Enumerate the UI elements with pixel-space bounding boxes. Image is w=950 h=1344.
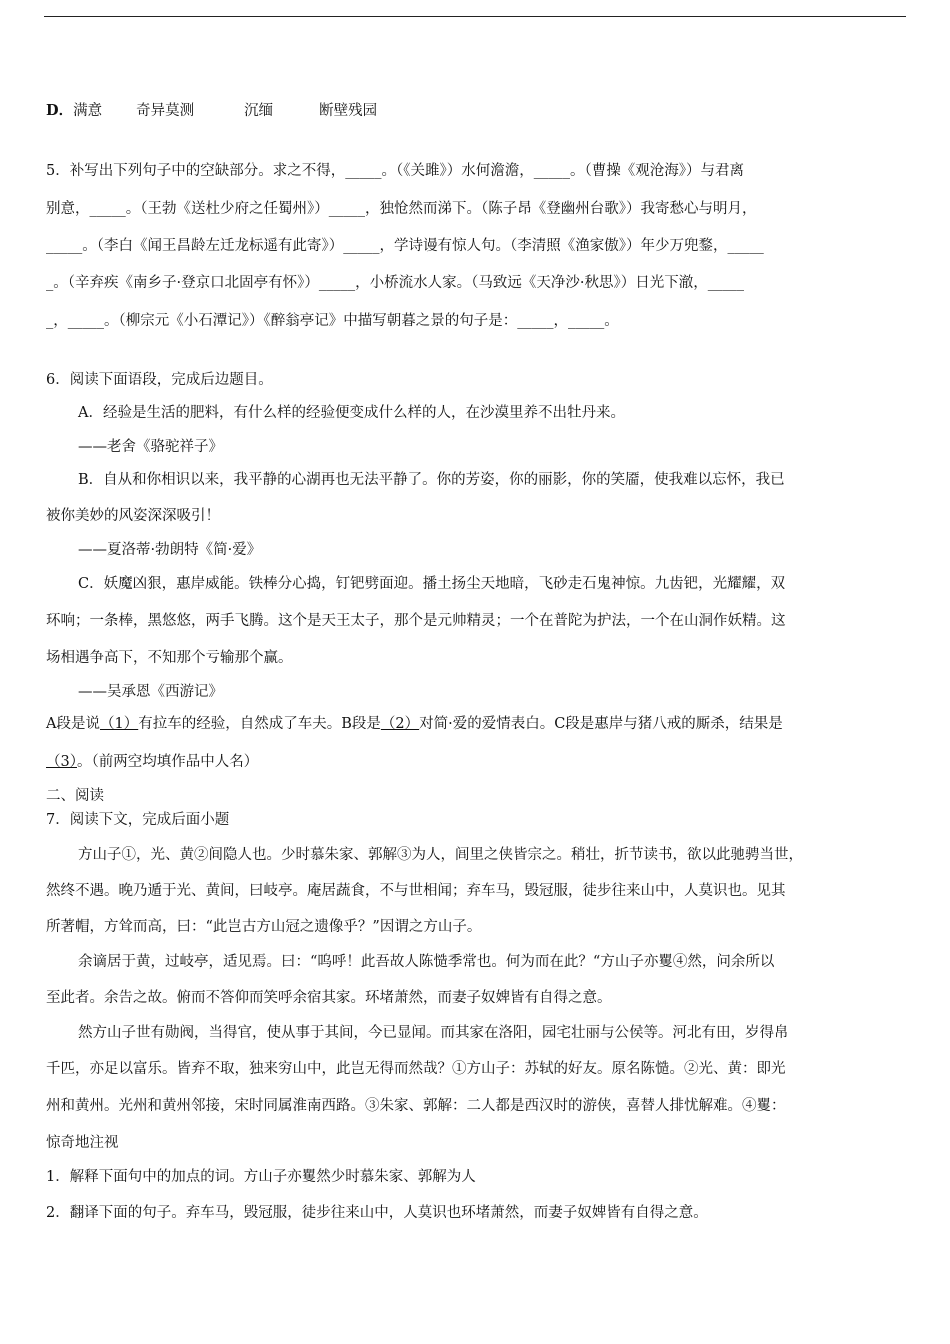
option-d-choice-1: 满意 [73, 103, 103, 119]
q5-line-2: 别意，_____。（王勃《送杜少府之任蜀州》）_____，独怆然而涕下。（陈子昂《登幽州台歌》）我寄愁心与明月， [46, 201, 757, 217]
q6-answer-text-1: A段是说 [46, 716, 100, 732]
q6-b-text-1: B．自从和你相识以来，我平静的心湖再也无法平静了。你的芳姿，你的丽影，你的笑靥，使我难以忘怀，我已 [78, 472, 785, 488]
blank-2[interactable]: （2） [380, 716, 420, 732]
q5-line-5: _，_____。（柳宗元《小石潭记》）《醉翁亭记》中描写朝暮之景的句子是：_____，_____。 [46, 313, 619, 329]
option-d-label: D． [46, 102, 74, 119]
q6-c-source: ——吴承恩《西游记》 [78, 684, 223, 700]
q6-answer-text-3: 对简·爱的爱情表白。C段是惠岸与猪八戒的厮杀，结果是 [419, 716, 783, 732]
option-d-choice-4: 断壁残园 [319, 103, 378, 119]
top-rule [44, 16, 906, 17]
blank-3[interactable]: （3） [46, 754, 77, 770]
option-d [46, 101, 906, 121]
q6-b-source: ——夏洛蒂·勃朗特《简·爱》 [78, 542, 262, 558]
q7-p3-line-2: 千匹，亦足以富乐。皆弃不取，独来穷山中，此岂无得而然哉？①方山子：苏轼的好友。原名陈慥。②光、黄：即光 [46, 1061, 786, 1077]
q6-answer-text-2: 有拉车的经验，自然成了车夫。B段是 [138, 716, 381, 732]
q7-sub-question-2: 2．翻译下面的句子。弃车马，毁冠服，徒步往来山中，人莫识也环堵萧然，而妻子奴婢皆有自得之意。 [46, 1205, 708, 1221]
q7-p2-line-2: 至此者。余告之故。俯而不答仰而笑呼余宿其家。环堵萧然，而妻子奴婢皆有自得之意。 [46, 990, 612, 1006]
q6-answer-line-1 [46, 714, 906, 734]
q6-c-text-2: 环响；一条棒，黑悠悠，两手飞腾。这个是天王太子，那个是元帅精灵；一个在普陀为护法，一个在山洞作妖精。这 [46, 613, 786, 629]
q6-a-text: A．经验是生活的肥料，有什么样的经验便变成什么样的人，在沙漠里养不出牡丹来。 [78, 405, 625, 421]
q5-line-4: _。（辛弃疾《南乡子·登京口北固亭有怀》）_____，小桥流水人家。（马致远《天净沙·秋思》）日光下澈，_____ [46, 275, 744, 291]
q7-p2-line-1: 余谪居于黄，过岐亭，适见焉。曰：“呜呼！此吾故人陈慥季常也。何为而在此？“方山子亦矍④然，问余所以 [78, 954, 775, 970]
q6-c-text-1: C．妖魔凶狠，惠岸威能。铁棒分心捣，钉钯劈面迎。播土扬尘天地暗，飞砂走石鬼神惊。九齿钯，光耀耀，双 [78, 576, 786, 592]
q7-p3-line-4: 惊奇地注视 [46, 1135, 119, 1151]
q7-p1-line-1: 方山子①，光、黄②间隐人也。少时慕朱家、郭解③为人，闾里之侠皆宗之。稍壮，折节读书，欲以此驰骋当世， [78, 847, 803, 863]
option-d-choice-3: 沉缅 [244, 103, 274, 119]
section-2-title: 二、阅读 [46, 788, 104, 804]
q6-a-source: ——老舍《骆驼祥子》 [78, 439, 223, 455]
q6-answer-line-2 [46, 752, 906, 772]
q6-b-text-2: 被你美妙的风姿深深吸引！ [46, 508, 220, 524]
blank-1[interactable]: （1） [99, 716, 139, 732]
q6-c-text-3: 场相遇争高下，不知那个亏输那个赢。 [46, 650, 293, 666]
q7-p3-line-3: 州和黄州。光州和黄州邻接，宋时同属淮南西路。③朱家、郭解：二人都是西汉时的游侠，喜替人排忧解难。④矍： [46, 1098, 786, 1114]
q7-title: 7．阅读下文，完成后面小题 [46, 812, 230, 828]
q7-p1-line-2: 然终不遇。晚乃遁于光、黄间，曰岐亭。庵居蔬食，不与世相闻；弃车马，毁冠服，徒步往来山中，人莫识也。见其 [46, 883, 786, 899]
q7-p1-line-3: 所著帽，方耸而高，曰：“此岂古方山冠之遗像乎？”因谓之方山子。 [46, 919, 482, 935]
q6-answer-text-4: 。（前两空均填作品中人名） [76, 754, 259, 770]
q5-line-3: _____。（李白《闻王昌龄左迁龙标遥有此寄》）_____，学诗谩有惊人句。（李清照《渔家傲》）年少万兜鍪，_____ [46, 238, 764, 254]
q7-sub-question-1: 1．解释下面句中的加点的词。方山子亦矍然少时慕朱家、郭解为人 [46, 1169, 476, 1185]
q7-p3-line-1: 然方山子世有勋阀，当得官，使从事于其间，今已显闻。而其家在洛阳，园宅壮丽与公侯等。河北有田，岁得帛 [78, 1025, 789, 1041]
option-d-choice-2: 奇异莫测 [136, 103, 195, 119]
q5-line-1: 5．补写出下列句子中的空缺部分。求之不得，_____。（《关雎》）水何澹澹，_____。（曹操《观沧海》）与君离 [46, 163, 744, 179]
q6-title: 6．阅读下面语段，完成后边题目。 [46, 372, 273, 388]
